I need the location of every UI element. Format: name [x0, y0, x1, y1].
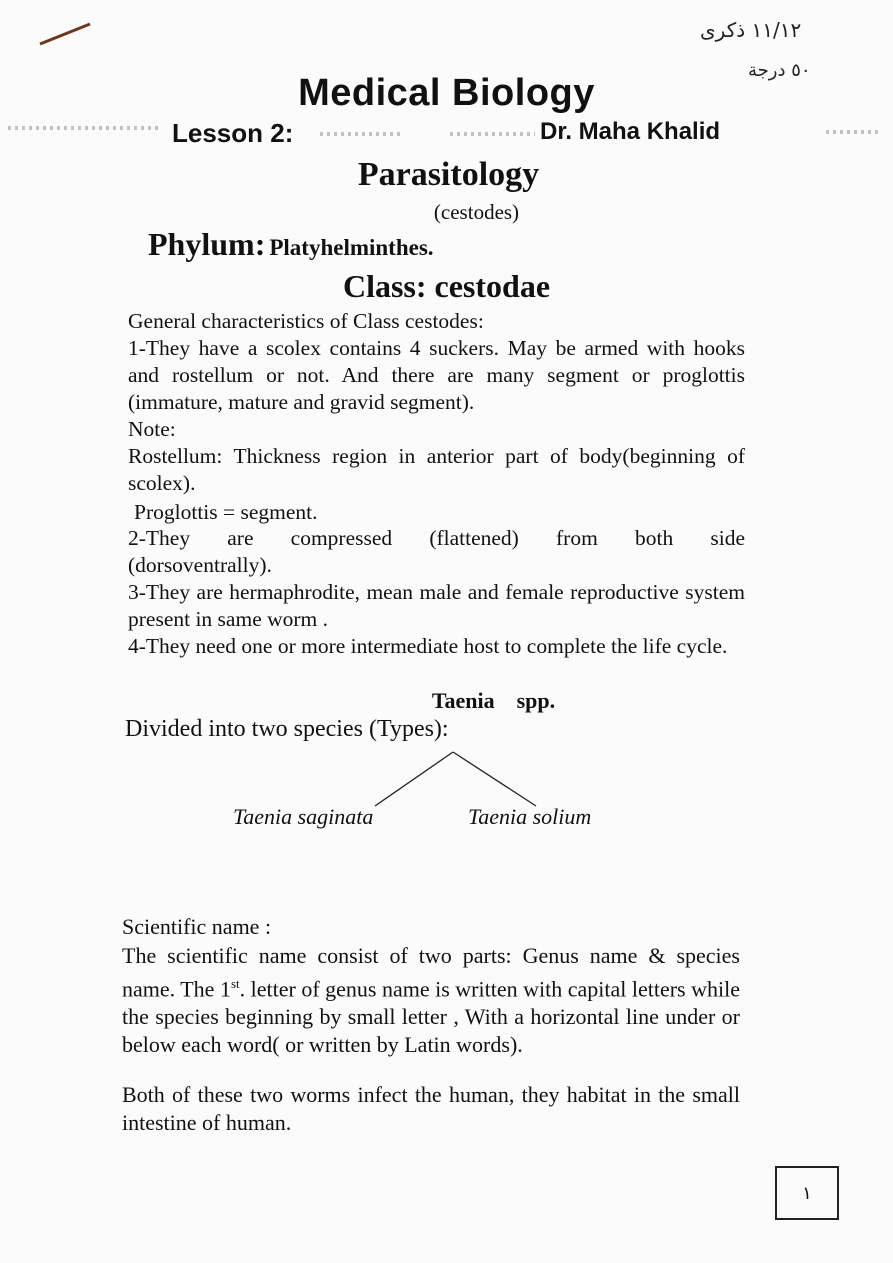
characteristic-1: 1-They have a scolex contains 4 suckers. May be armed with hooks and rostellum or not. And there are many segment or proglottis (immature, mature and gravid segment). [128, 336, 745, 414]
lesson-label: Lesson 2: [172, 118, 294, 148]
scan-smudge [826, 130, 882, 134]
characteristic-3: 3-They are hermaphrodite, mean male and female reproductive system present in same worm . [128, 580, 745, 631]
phylum-value: Platyhelminthes. [269, 235, 434, 260]
course-title: Medical Biology [298, 72, 595, 114]
genus-name: Taenia [431, 688, 495, 713]
closing-paragraph: Both of these two worms infect the human, they habitat in the small intestine of human. [122, 1082, 740, 1135]
handwritten-note: ١١/١٢ ذكرى [700, 18, 802, 42]
page-number: ١ [775, 1166, 839, 1220]
characteristics-heading: General characteristics of Class cestodes: [128, 309, 484, 333]
scan-smudge [8, 126, 158, 130]
species-tree-diagram [370, 750, 540, 810]
handwritten-note-2: ٥٠ درجة [748, 60, 811, 81]
phylum-label: Phylum: [148, 226, 266, 262]
species-solium: Taenia solium [468, 804, 592, 829]
characteristic-2-cont: (dorsoventrally). [128, 553, 272, 577]
class-heading: Class: cestodae [342, 268, 551, 304]
characteristic-4: 4-They need one or more intermediate host to complete the life cycle. [128, 634, 728, 658]
species-saginata: Taenia saginata [233, 804, 374, 829]
scan-smudge [450, 132, 535, 136]
rostellum-definition: Rostellum: Thickness region in anterior part of body(beginning of scolex). [128, 444, 745, 495]
instructor-name: Dr. Maha Khalid [540, 118, 721, 145]
branch-left [375, 752, 453, 806]
scan-smudge [320, 132, 400, 136]
subtitle: (cestodes) [433, 200, 520, 224]
genus-spp: spp. [516, 688, 556, 713]
scientific-name-paragraph: The scientific name consist of two parts: Genus name & species name. The 1st. letter of genus name is written with capital letters while the species beginning by small letter , With a horizontal line under or below each word( or written by Latin words). [122, 943, 740, 1058]
pen-mark-decoration [36, 20, 96, 50]
phylum-line [148, 226, 434, 263]
characteristic-2: 2-They are compressed (flattened) from both side [128, 526, 745, 550]
divided-into-species: Divided into two species (Types): [125, 716, 449, 742]
branch-right [453, 752, 536, 806]
scientific-name-heading: Scientific name : [122, 914, 272, 939]
genus-heading [0, 688, 893, 714]
proglottis-definition: Proglottis = segment. [134, 500, 318, 524]
note-label: Note: [128, 417, 176, 441]
subject-heading: Parasitology [357, 156, 540, 193]
